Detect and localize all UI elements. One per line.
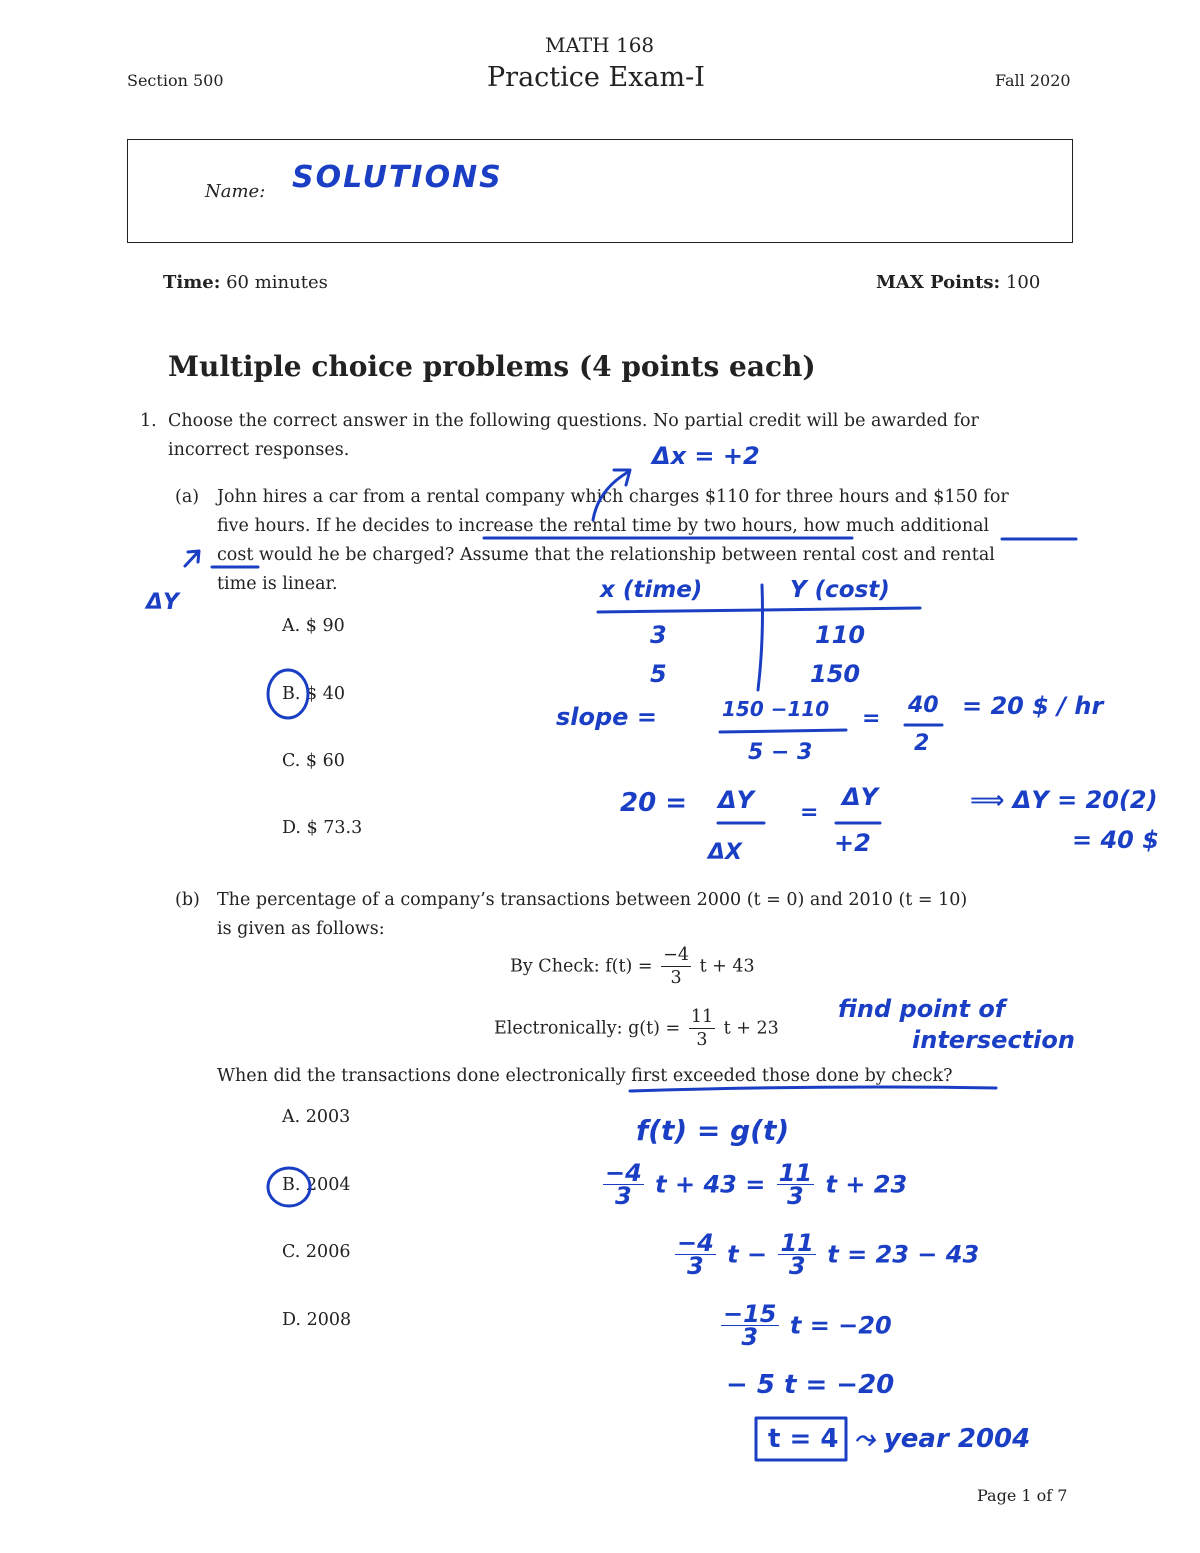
points-info	[876, 272, 1040, 293]
hw-step2-den2: 3	[788, 1252, 806, 1280]
hw-step1-mid: t + 43 =	[655, 1170, 766, 1199]
hw-step2-den1: 3	[687, 1252, 704, 1280]
option-text: $ 40	[306, 684, 345, 704]
option-text: $ 90	[305, 616, 345, 636]
hw-slope-num: 150 −110	[722, 697, 830, 721]
qb-question: When did the transactions done electronically first exceeded those done by check?	[217, 1066, 953, 1086]
hw-step2-mid: t −	[727, 1240, 768, 1269]
hw-eq-dx: ΔX	[708, 840, 742, 865]
hw-slope-eq: =	[862, 706, 881, 731]
option-letter: A.	[282, 1107, 301, 1127]
hw-step3	[718, 1300, 892, 1351]
hw-implies: ⟹ ΔY = 20(2)	[970, 786, 1158, 814]
hw-table-x-head: x (time)	[600, 577, 703, 603]
g-label: Electronically: g(t) =	[494, 1018, 681, 1039]
qb-option-d[interactable]	[282, 1310, 351, 1330]
hw-slope-label: slope =	[556, 703, 657, 731]
option-letter: B.	[282, 684, 301, 704]
g-fraction	[689, 1006, 715, 1051]
underline-question	[630, 1087, 996, 1091]
q1-number: 1.	[140, 411, 157, 431]
qa-option-c[interactable]	[282, 751, 345, 771]
f-den: 3	[670, 968, 682, 988]
hw-eq20: 20 =	[620, 788, 688, 818]
hw-step4: − 5 t = −20	[726, 1370, 895, 1400]
dx-arrowhead	[614, 470, 630, 485]
hw-slope-num2: 40	[908, 693, 939, 718]
hw-step2-num2: 11	[780, 1229, 814, 1257]
qb-line2: is given as follows:	[217, 919, 385, 939]
cost-arrow	[185, 551, 199, 566]
option-text: 2006	[305, 1242, 351, 1262]
hw-step3-num: −15	[723, 1300, 777, 1328]
qb-option-c[interactable]	[282, 1242, 350, 1262]
hw-step3-frac	[721, 1300, 779, 1351]
qb-label: (b)	[175, 890, 200, 910]
option-text: 2003	[305, 1107, 351, 1127]
hw-final-arrow: ⤳ year 2004	[854, 1424, 1031, 1454]
hw-find-point: find point of	[838, 995, 1006, 1023]
hw-y2: 150	[810, 660, 861, 688]
section-heading: Multiple choice problems (4 points each)	[168, 350, 816, 383]
qa-line3: cost would he be charged? Assume that the relationship between rental cost and rental	[217, 545, 995, 565]
points-value: 100	[1005, 272, 1041, 293]
course-code: MATH 168	[545, 33, 655, 57]
slope-bar-1	[720, 730, 846, 732]
hw-eq-dx2: +2	[834, 829, 871, 857]
points-label: MAX Points:	[876, 272, 1001, 293]
qa-line4: time is linear.	[217, 574, 338, 594]
hw-final-box: t = 4	[768, 1424, 839, 1454]
hw-table-y-head: Y (cost)	[790, 577, 890, 603]
page-number: Page 1 of 7	[977, 1486, 1068, 1505]
g-den: 3	[696, 1030, 708, 1050]
hw-ft-gt: f(t) = g(t)	[636, 1114, 790, 1147]
hw-dy: ΔY	[146, 590, 179, 615]
hw-eq-eq: =	[800, 800, 819, 825]
qb-line1: The percentage of a company’s transactions between 2000 (t = 0) and 2010 (t = 10)	[217, 890, 968, 910]
hw-step1-tail: t + 23	[825, 1170, 908, 1199]
qa-line1: John hires a car from a rental company which charges $110 for three hours and $150 for	[217, 487, 1009, 507]
g-tail: t + 23	[723, 1018, 779, 1039]
time-value: 60 minutes	[226, 272, 328, 293]
hw-slope-result: = 20 $ / hr	[962, 692, 1104, 720]
option-letter: D.	[282, 1310, 301, 1330]
f-num: −4	[663, 945, 689, 965]
hw-step1-rhs	[777, 1159, 814, 1210]
hw-step1-rhs-num: 11	[778, 1159, 813, 1187]
f-tail: t + 43	[699, 956, 755, 977]
section-label: Section 500	[127, 71, 224, 90]
g-formula	[494, 1006, 779, 1051]
q1-intro-line1: Choose the correct answer in the following questions. No partial credit will be awarded for	[168, 411, 979, 431]
qa-line2: five hours. If he decides to increase the rental time by two hours, how much additional	[217, 516, 990, 536]
qa-label: (a)	[175, 487, 200, 507]
hw-step1	[600, 1159, 908, 1210]
hw-x2: 5	[650, 660, 667, 688]
option-text: $ 73.3	[306, 818, 363, 838]
hw-step1-rhs-den: 3	[787, 1182, 804, 1210]
qa-option-a[interactable]	[282, 616, 345, 636]
q1-intro-line2: incorrect responses.	[168, 440, 350, 460]
hw-slope-den: 5 − 3	[748, 740, 813, 765]
table-vline	[758, 585, 763, 690]
hw-step2	[672, 1229, 980, 1280]
hw-slope-den2: 2	[914, 731, 930, 756]
option-text: 2008	[306, 1310, 352, 1330]
hw-step3-den: 3	[741, 1323, 759, 1351]
option-letter: C.	[282, 751, 301, 771]
hw-step3-tail: t = −20	[789, 1311, 892, 1340]
hw-intersection: intersection	[912, 1026, 1075, 1054]
f-fraction	[661, 944, 691, 989]
table-hline	[598, 608, 920, 612]
name-label: Name:	[205, 181, 266, 202]
name-value: SOLUTIONS	[292, 160, 503, 195]
option-letter: D.	[282, 818, 301, 838]
time-info	[163, 272, 328, 293]
option-text: $ 60	[305, 751, 345, 771]
exam-title: Practice Exam-I	[487, 62, 705, 93]
option-letter: A.	[282, 616, 301, 636]
qa-option-d[interactable]	[282, 818, 362, 838]
hw-x1: 3	[650, 621, 667, 649]
qb-option-b[interactable]	[282, 1175, 351, 1195]
hw-step2-num1: −4	[677, 1229, 714, 1257]
option-letter: B.	[282, 1175, 301, 1195]
hw-dx: Δx = +2	[652, 442, 760, 470]
hw-eq-dy2: ΔY	[842, 783, 878, 811]
hw-step2-tail: t = 23 − 43	[827, 1240, 980, 1269]
f-formula	[510, 944, 755, 989]
option-text: 2004	[306, 1175, 351, 1195]
hw-y1: 110	[815, 621, 866, 649]
hw-step2-frac2	[778, 1229, 815, 1280]
option-letter: C.	[282, 1242, 301, 1262]
hw-step1-lhs-num: −4	[605, 1159, 642, 1187]
hw-step2-frac1	[675, 1229, 716, 1280]
g-num: 11	[690, 1007, 714, 1027]
time-label: Time:	[163, 272, 221, 293]
term-label: Fall 2020	[995, 71, 1071, 90]
qa-option-b[interactable]	[282, 684, 345, 704]
hw-step1-lhs-den: 3	[615, 1182, 632, 1210]
hw-result40: = 40 $	[1072, 826, 1159, 854]
f-label: By Check: f(t) =	[510, 956, 653, 977]
hw-eq-dy: ΔY	[718, 786, 754, 814]
qb-option-a[interactable]	[282, 1107, 350, 1127]
name-box	[127, 139, 1073, 243]
hw-step1-lhs	[603, 1159, 644, 1210]
